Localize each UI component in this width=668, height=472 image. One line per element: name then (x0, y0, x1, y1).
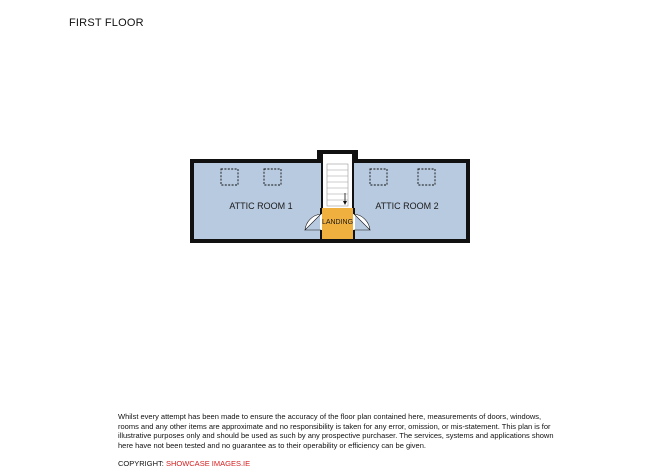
door-opening-right (353, 214, 355, 230)
floor-title: FIRST FLOOR (69, 17, 144, 29)
stair-wall-right (352, 154, 354, 208)
attic-room-2-label: ATTIC ROOM 2 (375, 201, 439, 211)
landing-label: LANDING (321, 219, 354, 226)
disclaimer-text: Whilst every attempt has been made to ensure the accuracy of the floor plan contained here, measurements of doors, windows, rooms and any other items are approximate and no responsibility is taken for any error, omission, or mis-statement. This plan is for illustrative purposes only and should be used as such by any prospective purchaser. The services, systems and applications shown here have not been tested and no guarantee as to their operability or efficiency can be given. (118, 412, 554, 450)
copyright-brand: SHOWCASE IMAGES.IE (165, 459, 251, 468)
copyright-label: COPYRIGHT: (118, 459, 164, 468)
copyright-line (118, 459, 250, 468)
stair-wall-left (321, 154, 323, 208)
attic-room-1-label: ATTIC ROOM 1 (229, 201, 293, 211)
